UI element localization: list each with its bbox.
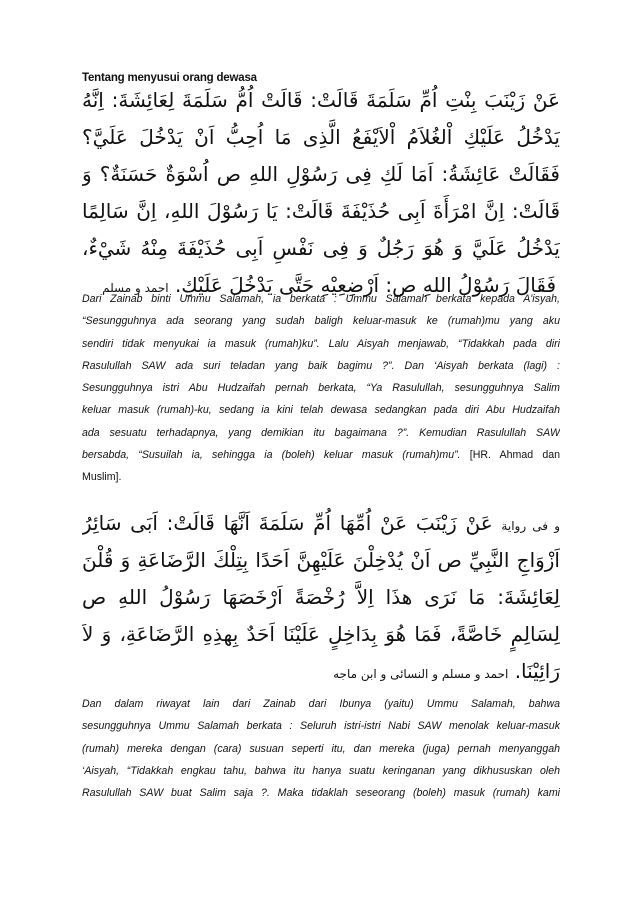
translation-line: (rumah) mereka dengan (cara) susuan seperti itu, dan mereka (juga) pernah menyanggah (82, 742, 560, 755)
arabic-line: رَائِيْنَا. (514, 659, 560, 683)
translation-line: “Sesungguhnya ada seorang yang sudah baligh keluar-masuk ke (rumah)mu yang aku (82, 315, 560, 328)
translation-line: Rasulullah SAW buat Salim saja ?. Maka tidaklah seseorang (boleh) masuk (rumah) kami (82, 787, 560, 800)
arabic-line-last (82, 653, 560, 690)
hadith-2-arabic (82, 505, 560, 690)
arabic-line: فَقَالَتْ عَائِشَةُ: اَمَا لَكِ فِى رَسُوْلِ اللهِ ص اُسْوَةٌ حَسَنَةٌ؟ وَ (82, 162, 560, 186)
translation-line: ‘Aisyah, “Tidakkah engkau tahu, bahwa itu hanya suatu keringanan yang dikhususkan oleh (82, 764, 560, 777)
source-note: احمد و مسلم و النسائى و ابن ماجه (333, 667, 509, 681)
hadith-2-translation (82, 693, 560, 804)
arabic-line: فَقَالَ رَسُوْلُ اللهِ ص: اَرْضِعِيْهِ حَتَّى يَدْخُلَ عَلَيْكِ. (174, 273, 556, 297)
hadith-reference-end: Muslim]. (82, 471, 122, 484)
arabic-line: لِسَالِمٍ خَاصَّةً، فَمَا هُوَ بِدَاخِلٍ عَلَيْنَا اَحَدٌ بِهذِهِ الرَّضَاعَةِ، وَ لاَ (82, 622, 560, 646)
arabic-line: عَنْ زَيْنَبَ بِنْتِ اُمِّ سَلَمَةَ قَالَتْ: قَالَتْ اُمُّ سَلَمَةَ لِعَائِشَةَ: اِنَّهُ (82, 88, 560, 112)
section-heading: Tentang menyusui orang dewasa (82, 72, 257, 84)
arabic-line (82, 505, 560, 542)
arabic-line: يَدْخُلُ عَلَيْكِ اْلغُلاَمُ اْلاَيْفَعُ الَّذِى مَا اُحِبُّ اَنْ يَدْخُلَ عَلَيَّ؟ (82, 125, 560, 149)
translation-line: Sesungguhnya istri Abu Hudzaifah pernah berkata, “Ya Rasulullah, sesungguhnya Salim (82, 382, 560, 395)
translation-line: sendiri tidak menyukai ia masuk (rumah)ku”. Lalu Aisyah menjawab, “Tidakkah pada diri (82, 337, 560, 350)
arabic-line: يَدْخُلُ عَلَيَّ وَ هُوَ رَجُلٌ وَ فِى نَفْسِ اَبِى حُذَيْفَةَ مِنْهُ شَيْءٌ، (82, 236, 560, 260)
arabic-line: اَزْوَاجِ النَّبِيِّ ص اَنْ يُدْخِلْنَ عَلَيْهِنَّ اَحَدًا بِتِلْكَ الرَّضَاعَةِ وَ قُلْنَ (82, 548, 560, 572)
hadith-1-arabic (82, 82, 560, 304)
translation-line: ada sesuatu terhadapnya, yang demikian itu bagaimana ?”. Kemudian Rasulullah SAW (82, 426, 560, 439)
translation-text: bersabda, “Susuilah ia, sehingga ia (boleh) keluar masuk (rumah)mu”. (82, 449, 461, 462)
hadith-1-translation (82, 288, 560, 489)
arabic-line-text: عَنْ زَيْنَبَ عَنْ اُمِّهَا اُمِّ سَلَمَةَ اَنَّهَا قَالَتْ: اَبَى سَائِرُ (82, 511, 493, 535)
arabic-line: قَالَتْ: اِنَّ امْرَأَةَ اَبِى حُذَيْفَةَ قَالَتْ: يَا رَسُوْلَ اللهِ، اِنَّ سَالِمًا (82, 199, 560, 223)
translation-line (82, 444, 560, 466)
translation-line: Dan dalam riwayat lain dari Zainab dari Ibunya (yaitu) Ummu Salamah, bahwa (82, 698, 560, 710)
translation-line: keluar masuk (rumah)-ku, sedang ia kini telah dewasa sedangkan pada diri Abu Hudzaifah (82, 404, 560, 417)
translation-line: Rasulullah SAW ada suri teladan yang baik bagimu ?”. Dan ‘Aisyah berkata (lagi) : (82, 359, 560, 372)
source-note: احمد و مسلم (102, 281, 169, 295)
hadith-reference: [HR. Ahmad dan (469, 449, 560, 462)
arabic-line: لِعَائِشَةَ: مَا نَرَى هذَا اِلاَّ رُخْصَةً اَرْخَصَهَا رَسُوْلُ اللهِ ص (82, 585, 560, 609)
translation-line: sesungguhnya Ummu Salamah berkata : Seluruh istri-istri Nabi SAW menolak keluar-masuk (82, 720, 560, 733)
translation-line: Dari Zainab binti Ummu Salamah, ia berkata : Ummu Salamah berkata kepada A'isyah, (82, 293, 560, 305)
riwayah-intro: و فى رواية (501, 519, 560, 533)
